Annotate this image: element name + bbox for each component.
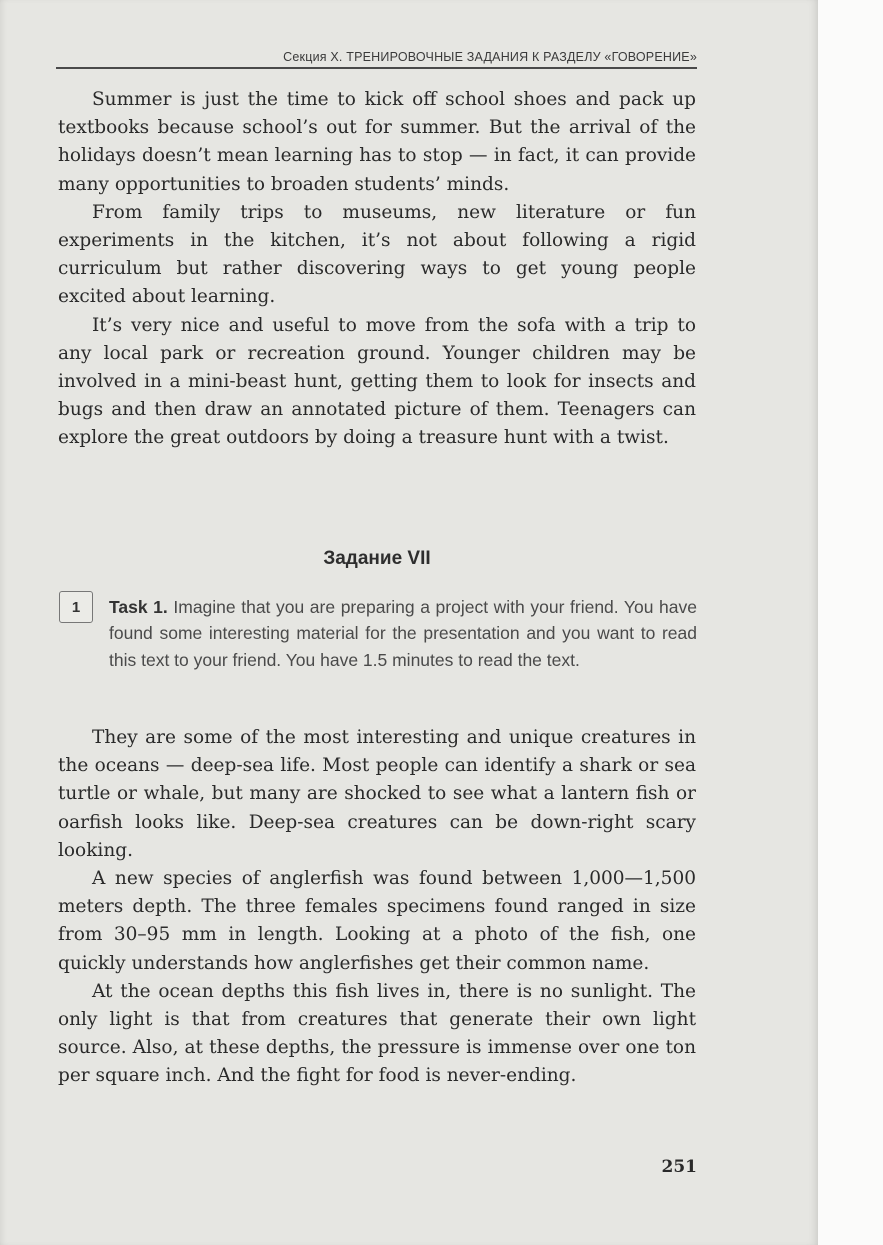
task-label: Task 1.: [109, 597, 168, 617]
section-title: Задание VII: [323, 548, 431, 569]
scan-margin: [818, 0, 883, 1245]
top-text-block: [58, 86, 696, 453]
task-instruction: [109, 594, 697, 673]
running-header: Секция X. ТРЕНИРОВОЧНЫЕ ЗАДАНИЯ К РАЗДЕЛУ «ГОВОРЕНИЕ»: [56, 50, 697, 69]
task-number-box: 1: [59, 591, 93, 623]
bottom-text-block: [58, 724, 696, 1091]
task-instruction-text: Imagine that you are preparing a project with your friend. You have found some interesting material for the presentation and you want to read this text to your friend. You have 1.5 minutes to read the text.: [109, 597, 697, 670]
paragraph: Summer is just the time to kick off school shoes and pack up textbooks because school’s out for summer. But the arrival of the holidays doesn’t mean learning has to stop — in fact, it can provide many opportunities to broaden students’ minds.: [58, 89, 696, 195]
paragraph: From family trips to museums, new literature or fun experiments in the kitchen, it’s not about following a rigid curriculum but rather discovering ways to get young people excited about learning.: [58, 201, 696, 308]
paragraph: A new species of anglerfish was found between 1,000—1,500 meters depth. The three females specimens found ranged in size from 30–95 mm in length. Looking at a photo of the fish, one quickly understands how anglerfishes get their common name.: [58, 868, 696, 974]
paragraph: It’s very nice and useful to move from the sofa with a trip to any local park or recreation ground. Younger children may be involved in a mini-beast hunt, getting them to look for insects and bugs and then draw an annotated picture of them. Teenagers can explore the great outdoors by doing a treasure hunt with a twist.: [58, 314, 696, 449]
paragraph: At the ocean depths this fish lives in, there is no sunlight. The only light is that from creatures that generate their own light source. Also, at these depths, the pressure is immense over one ton per square inch. And the fight for food is never-ending.: [58, 980, 696, 1087]
page-number: 251: [661, 1157, 697, 1177]
paragraph: They are some of the most interesting and unique creatures in the oceans — deep-sea life. Most people can identify a shark or sea turtle or whale, but many are shocked to see what a lantern fish or oarfish looks like. Deep-sea creatures can be down-right scary looking.: [58, 727, 696, 861]
